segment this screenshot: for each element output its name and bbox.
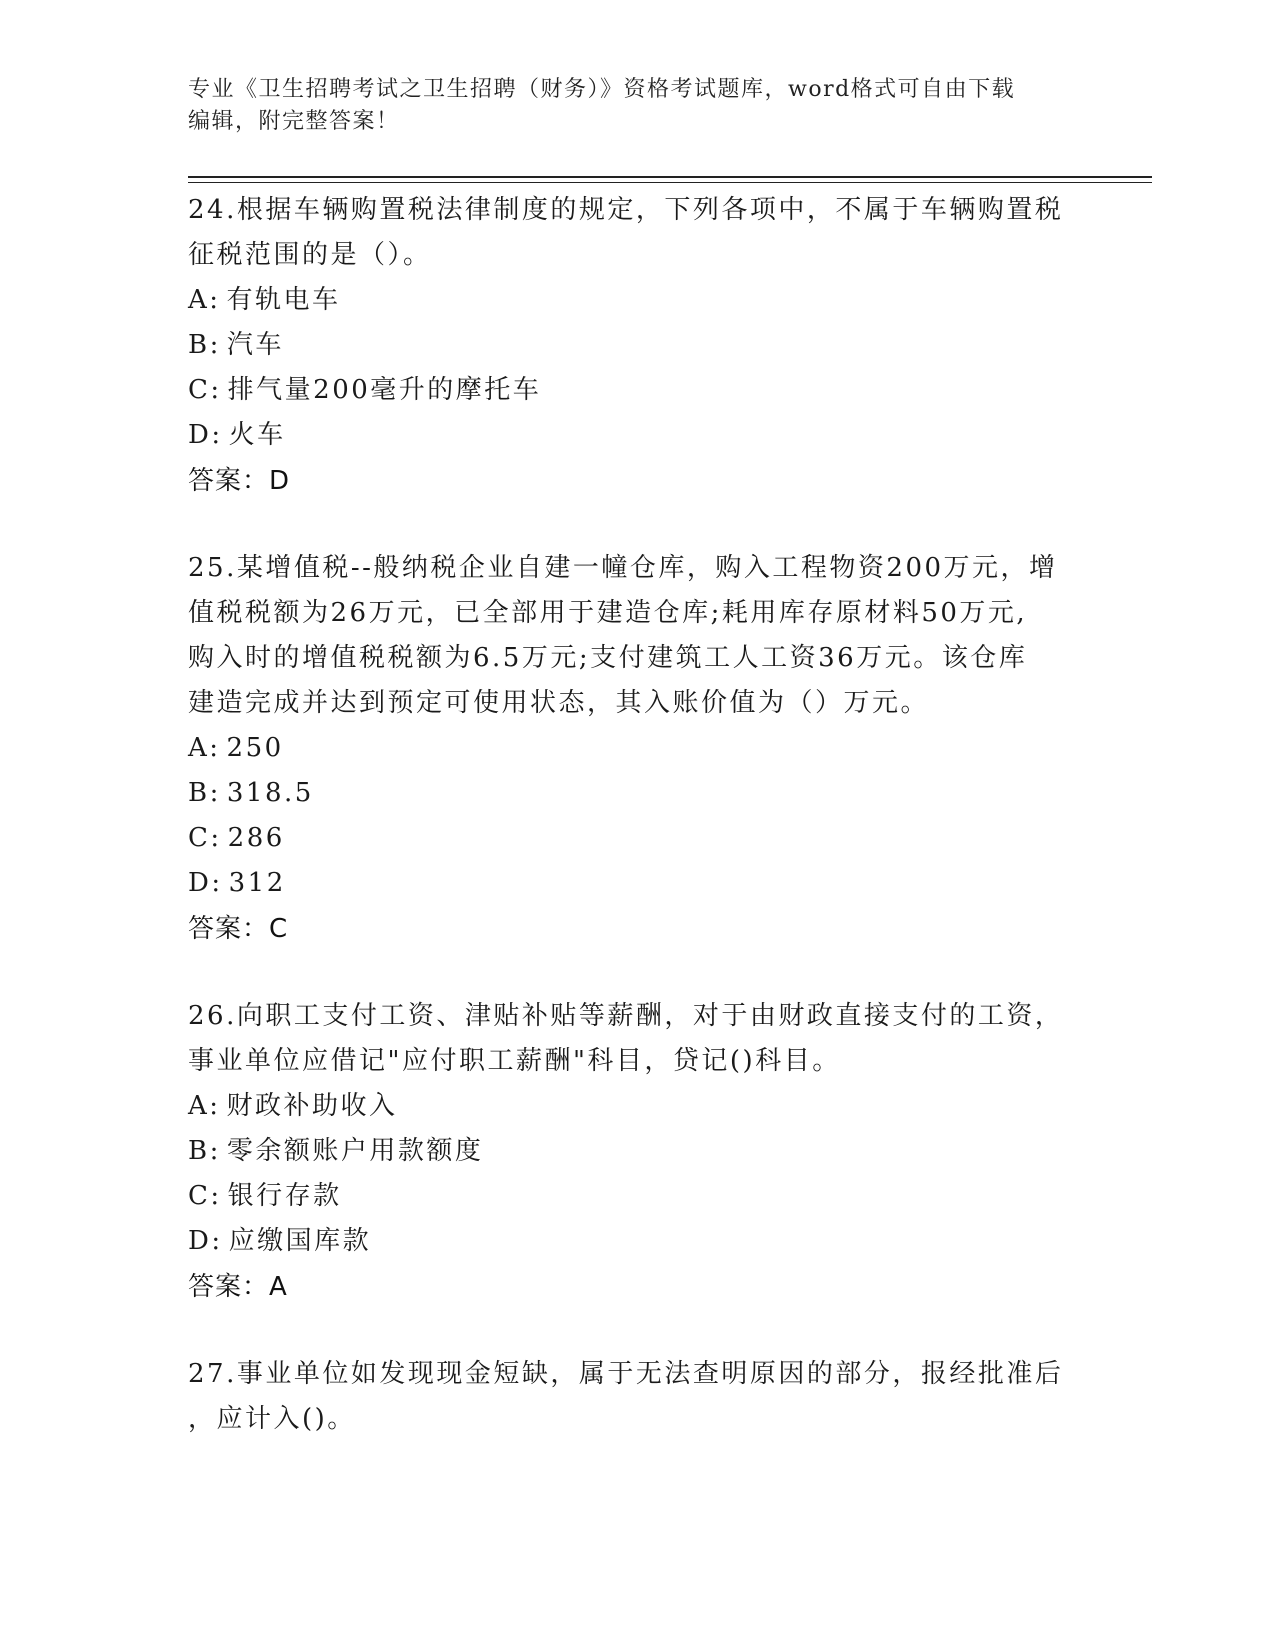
- option-d: [188, 413, 1088, 458]
- option-key: B:: [188, 330, 221, 360]
- answer-line: 答案：D: [188, 466, 291, 496]
- option-key: A:: [188, 1091, 221, 1121]
- option-key: C:: [188, 1181, 222, 1211]
- option-text: 汽车: [226, 330, 284, 360]
- question-stem-line: ，应计入()。: [188, 1404, 356, 1434]
- header-divider-thick: [188, 176, 1152, 178]
- option-a: [188, 726, 1088, 771]
- option-a: [188, 278, 1088, 323]
- option-text: 火车: [228, 420, 286, 450]
- question-stem-line: 24.根据车辆购置税法律制度的规定，下列各项中，不属于车辆购置税: [188, 195, 1064, 225]
- header-line-1: 专业《卫生招聘考试之卫生招聘（财务）》资格考试题库，word格式可自由下载: [188, 77, 1016, 102]
- document-header: [188, 74, 1088, 138]
- option-d: [188, 861, 1088, 906]
- option-text: 286: [227, 823, 285, 853]
- option-key: B:: [188, 778, 221, 808]
- option-c: [188, 1174, 1088, 1219]
- option-key: B:: [188, 1136, 221, 1166]
- option-b: [188, 771, 1088, 816]
- option-text: 312: [228, 868, 286, 898]
- option-text: 财政补助收入: [226, 1091, 398, 1121]
- question-list: [188, 188, 1088, 1484]
- question-stem-line: 26.向职工支付工资、津贴补贴等薪酬，对于由财政直接支付的工资，: [188, 1001, 1064, 1031]
- option-c: [188, 368, 1088, 413]
- option-key: C:: [188, 823, 222, 853]
- answer-line: 答案：A: [188, 1272, 288, 1302]
- option-d: [188, 1219, 1088, 1264]
- option-text: 有轨电车: [226, 285, 341, 315]
- option-key: A:: [188, 733, 221, 763]
- question-stem-line: 25.某增值税--般纳税企业自建一幢仓库，购入工程物资200万元，增: [188, 553, 1058, 583]
- option-c: [188, 816, 1088, 861]
- option-b: [188, 323, 1088, 368]
- option-text: 250: [226, 733, 284, 763]
- question-27: [188, 1352, 1088, 1442]
- option-key: D:: [188, 420, 223, 450]
- question-25: [188, 546, 1088, 952]
- option-key: D:: [188, 868, 223, 898]
- question-stem-line: 建造完成并达到预定可使用状态，其入账价值为（）万元。: [188, 688, 930, 718]
- question-stem-line: 购入时的增值税税额为6.5万元;支付建筑工人工资36万元。该仓库: [188, 643, 1028, 673]
- option-text: 应缴国库款: [228, 1226, 372, 1256]
- question-stem-line: 征税范围的是（）。: [188, 240, 432, 270]
- question-26: [188, 994, 1088, 1310]
- option-text: 318.5: [226, 778, 314, 808]
- option-key: A:: [188, 285, 221, 315]
- option-text: 零余额账户用款额度: [226, 1136, 484, 1166]
- option-text: 排气量200毫升的摩托车: [227, 375, 542, 405]
- option-key: C:: [188, 375, 222, 405]
- question-stem-line: 27.事业单位如发现现金短缺，属于无法查明原因的部分，报经批准后: [188, 1359, 1064, 1389]
- question-stem-line: 值税税额为26万元，已全部用于建造仓库;耗用库存原材料50万元,: [188, 598, 1028, 628]
- header-divider-thin: [188, 182, 1152, 183]
- option-key: D:: [188, 1226, 223, 1256]
- option-b: [188, 1129, 1088, 1174]
- header-line-2: 编辑，附完整答案！: [188, 109, 400, 134]
- question-stem-line: 事业单位应借记"应付职工薪酬"科目，贷记()科目。: [188, 1046, 841, 1076]
- option-text: 银行存款: [227, 1181, 342, 1211]
- answer-line: 答案：C: [188, 914, 289, 944]
- question-24: [188, 188, 1088, 504]
- option-a: [188, 1084, 1088, 1129]
